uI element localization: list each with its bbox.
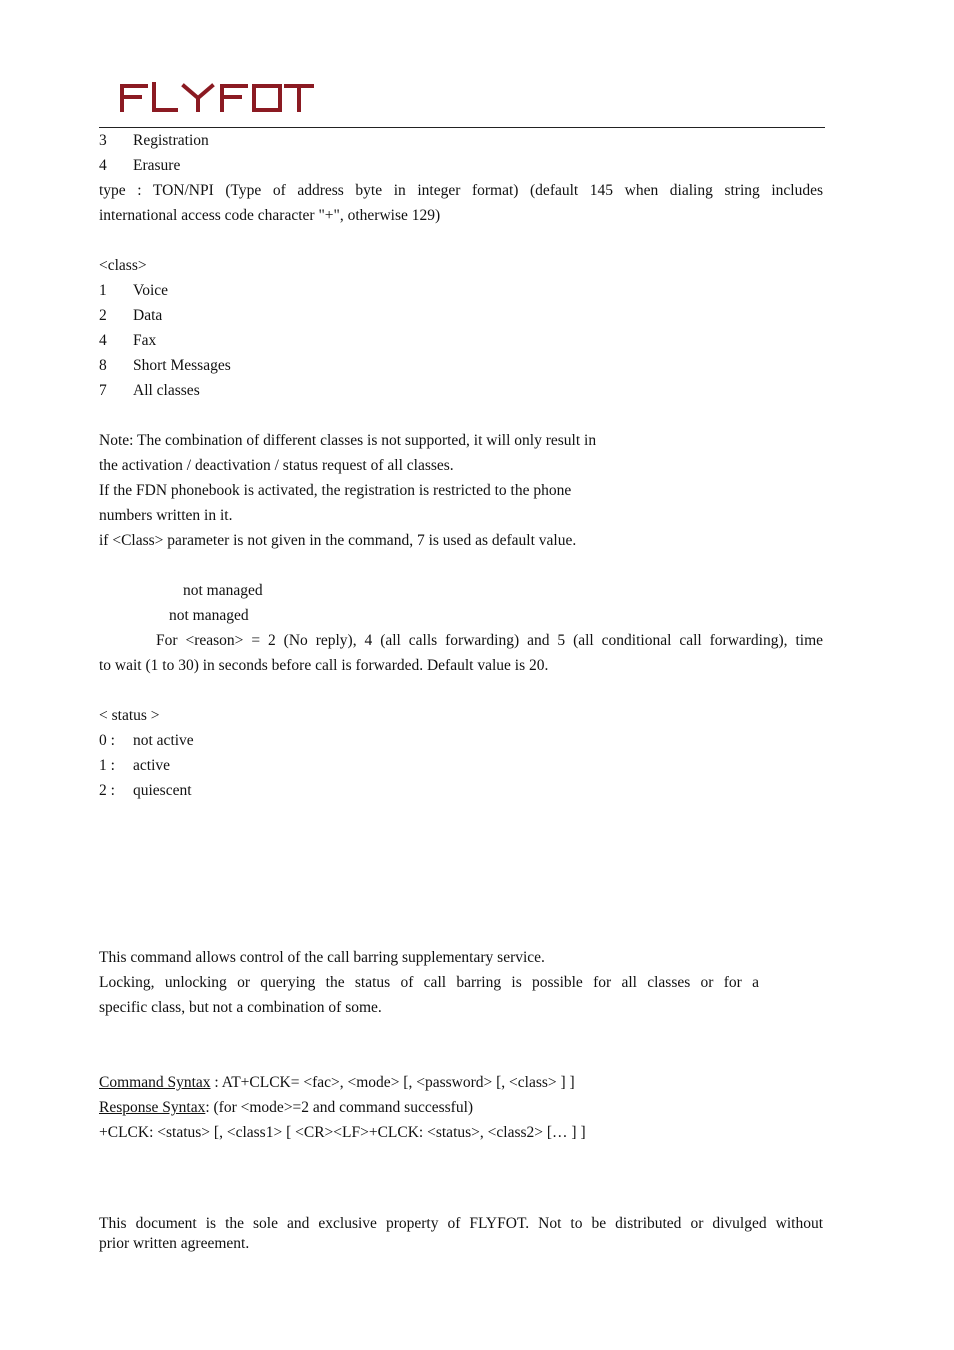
item-number: 7 — [99, 382, 107, 399]
item-number: 2 — [99, 307, 107, 324]
footer-line2: prior written agreement. — [99, 1235, 250, 1252]
item-label: Short Messages — [133, 357, 231, 374]
flyfot-logo — [118, 67, 314, 114]
command-syntax-label: Command Syntax — [99, 1074, 211, 1091]
clck-desc-line: Locking, unlocking or querying the status of call barring is possible for all classes or for a — [99, 974, 759, 991]
class-heading: <class> — [99, 257, 147, 274]
status-item — [99, 756, 170, 776]
item-number: 4 — [99, 332, 107, 349]
item-number: 1 — [99, 282, 107, 299]
item-label: not active — [133, 732, 194, 749]
reason-item — [99, 156, 180, 176]
footer-line1: This document is the sole and exclusive property of FLYFOT. Not to be distributed or divulged without — [99, 1215, 823, 1232]
time-param-line2: to wait (1 to 30) in seconds before call is forwarded. Default value is 20. — [99, 657, 549, 674]
item-label: Erasure — [133, 157, 181, 174]
item-number: 3 — [99, 132, 107, 149]
type-param-line2: international access code character "+", otherwise 129) — [99, 207, 441, 224]
class-item — [99, 331, 156, 351]
clck-desc-line: specific class, but not a combination of some. — [99, 999, 382, 1016]
item-label: Voice — [133, 282, 169, 299]
item-label: Data — [133, 307, 163, 324]
command-syntax — [99, 1073, 575, 1093]
class-item — [99, 281, 168, 301]
reason-item — [99, 131, 209, 151]
unmanaged-param: not managed — [169, 607, 249, 624]
item-number: 2 : — [99, 782, 115, 799]
note-line: numbers written in it. — [99, 507, 233, 524]
response-syntax-text: : (for <mode>=2 and command successful) — [205, 1099, 474, 1116]
response-syntax — [99, 1098, 473, 1118]
unmanaged-param: not managed — [183, 582, 263, 599]
item-label: Fax — [133, 332, 157, 349]
logo-text: FLYFOT — [118, 67, 176, 84]
item-number: 1 : — [99, 757, 115, 774]
note-line: Note: The combination of different classes is not supported, it will only result in — [99, 432, 597, 449]
class-item — [99, 381, 200, 401]
header-rule — [99, 127, 825, 128]
status-item — [99, 731, 194, 751]
item-number: 4 — [99, 157, 107, 174]
note-line: the activation / deactivation / status request of all classes. — [99, 457, 454, 474]
response-syntax-line: +CLCK: <status> [, <class1> [ <CR><LF>+CLCK: <status>, <class2> [… ] ] — [99, 1124, 586, 1141]
item-number: 0 : — [99, 732, 115, 749]
status-item — [99, 781, 192, 801]
status-heading: < status > — [99, 707, 160, 724]
item-label: quiescent — [133, 782, 192, 799]
response-syntax-label: Response Syntax — [99, 1099, 206, 1116]
item-label: active — [133, 757, 171, 774]
note-line: If the FDN phonebook is activated, the registration is restricted to the phone — [99, 482, 572, 499]
command-syntax-text: : AT+CLCK= <fac>, <mode> [, <password> [, <class> ] ] — [210, 1074, 575, 1091]
clck-desc-line: This command allows control of the call barring supplementary service. — [99, 949, 545, 966]
time-param-line1: For <reason> = 2 (No reply), 4 (all calls forwarding) and 5 (all conditional call forwarding), time — [156, 632, 823, 649]
type-param-line1: type : TON/NPI (Type of address byte in integer format) (default 145 when dialing string includes — [99, 182, 823, 199]
item-label: All classes — [133, 382, 200, 399]
class-item — [99, 306, 162, 326]
item-number: 8 — [99, 357, 107, 374]
note-line: if <Class> parameter is not given in the command, 7 is used as default value. — [99, 532, 577, 549]
item-label: Registration — [133, 132, 209, 149]
class-item — [99, 356, 231, 376]
